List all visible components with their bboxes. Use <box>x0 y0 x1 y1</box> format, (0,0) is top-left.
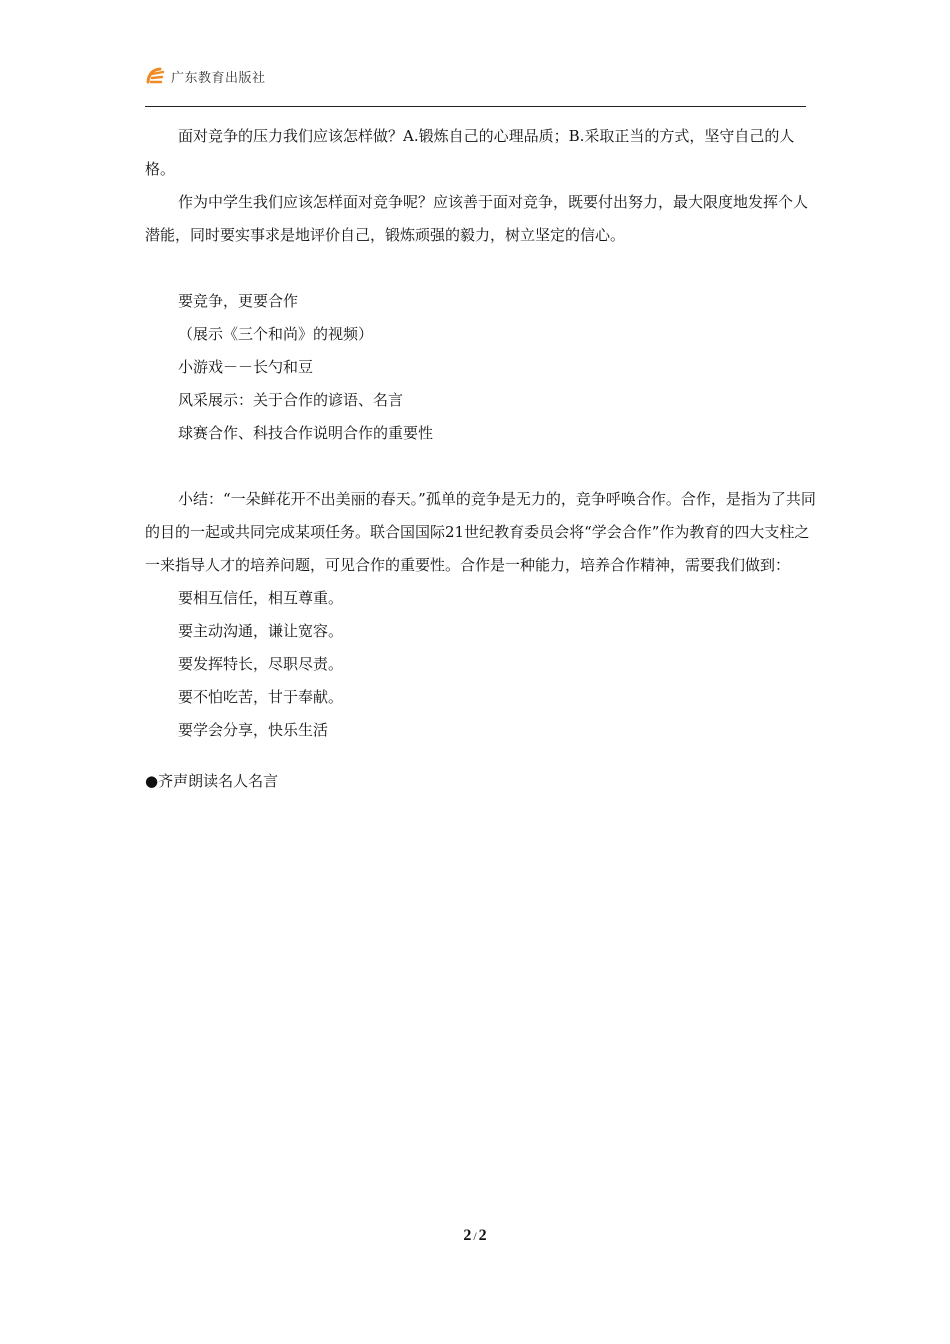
publisher-logo-icon <box>145 65 167 87</box>
section-line: 小游戏－－长勺和豆 <box>178 358 314 376</box>
bullet-item: ●齐声朗读名人名言 <box>145 772 279 790</box>
list-item: 要学会分享，快乐生活 <box>178 721 329 739</box>
list-item: 要主动沟通，谦让宽容。 <box>178 622 344 640</box>
section-line: 球赛合作、科技合作说明合作的重要性 <box>178 424 434 442</box>
section-line: （展示《三个和尚》的视频） <box>178 325 374 343</box>
summary-paragraph: 小结：“一朵鲜花开不出美丽的春天。”孤单的竞争是无力的，竞争呼唤合作。合作，是指为了共同的目的一起或共同完成某项任务。联合国国际21世纪教育委员会将“学会合作”作为教育的四大支柱之一来指导人才的培养问题，可见合作的重要性。合作是一种能力，培养合作精神，需要我们做到： <box>145 490 816 574</box>
section-line: 风采展示：关于合作的谚语、名言 <box>178 391 404 409</box>
page-header <box>145 64 266 88</box>
paragraph: 作为中学生我们应该怎样面对竞争呢？应该善于面对竞争，既要付出努力，最大限度地发挥个人潜能，同时要实事求是地评价自己，锻炼顽强的毅力，树立坚定的信心。 <box>145 193 809 244</box>
list-item: 要相互信任，相互尊重。 <box>178 589 344 607</box>
list-item: 要不怕吃苦，甘于奉献。 <box>178 688 344 706</box>
total-pages: 2 <box>478 1227 487 1244</box>
header-divider <box>145 106 806 107</box>
section-line: 要竞争，更要合作 <box>178 292 299 310</box>
document-body <box>145 120 817 813</box>
publisher-name: 广东教育出版社 <box>171 70 266 86</box>
paragraph: 面对竞争的压力我们应该怎样做？A.锻炼自己的心理品质；B.采取正当的方式，坚守自己的人格。 <box>145 127 795 178</box>
current-page: 2 <box>463 1227 472 1244</box>
list-item: 要发挥特长，尽职尽责。 <box>178 655 344 673</box>
page-number <box>0 1227 950 1245</box>
page-separator: / <box>473 1229 477 1243</box>
